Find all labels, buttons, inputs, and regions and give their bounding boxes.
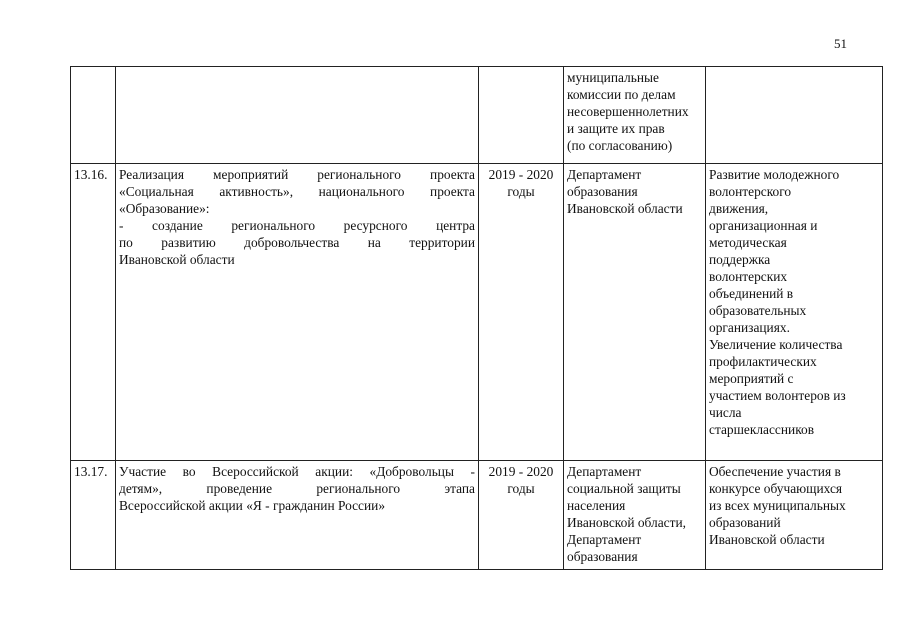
plan-table — [70, 66, 883, 570]
result-line: организациях. — [709, 320, 790, 335]
term-cell — [479, 164, 564, 461]
event-line: Участие во Всероссийской акции: «Добровольцы - — [119, 464, 475, 479]
row-number-cell: 13.16. — [71, 164, 116, 461]
executor-line: населения — [567, 498, 626, 513]
event-cell — [116, 67, 479, 164]
executor-cell — [564, 164, 706, 461]
executor-line: Департамент — [567, 532, 642, 547]
result-line: организационная и — [709, 218, 818, 233]
result-cell — [706, 164, 883, 461]
result-cell — [706, 67, 883, 164]
event-line: по развитию добровольчества на территории — [119, 235, 475, 250]
result-line: Обеспечение участия в — [709, 464, 841, 479]
term-line: 2019 - 2020 — [488, 167, 554, 182]
event-cell — [116, 164, 479, 461]
table-row — [71, 67, 883, 164]
table-row — [71, 461, 883, 570]
executor-line: образования — [567, 549, 638, 564]
result-line: числа — [709, 405, 742, 420]
result-line: методическая — [709, 235, 787, 250]
executor-cell — [564, 461, 706, 570]
result-line: волонтерского — [709, 184, 792, 199]
executor-line: социальной защиты — [567, 481, 681, 496]
executor-line: муниципальные — [567, 70, 659, 85]
executor-cell — [564, 67, 706, 164]
result-line: из всех муниципальных — [709, 498, 846, 513]
executor-line: образования — [567, 184, 638, 199]
executor-line: несовершеннолетних — [567, 104, 689, 119]
executor-line: (по согласованию) — [567, 138, 673, 153]
event-line: - создание регионального ресурсного центра — [119, 218, 475, 233]
result-line: объединений в — [709, 286, 794, 301]
result-line: участием волонтеров из — [709, 388, 846, 403]
event-line: Всероссийской акции «Я - гражданин России» — [119, 498, 386, 513]
result-line: образований — [709, 515, 781, 530]
result-line: поддержка — [709, 252, 771, 267]
term-line: годы — [507, 184, 535, 199]
event-line: «Образование»: — [119, 201, 210, 216]
event-cell — [116, 461, 479, 570]
term-line: 2019 - 2020 — [488, 464, 554, 479]
result-line: мероприятий с — [709, 371, 794, 386]
result-line: Развитие молодежного — [709, 167, 840, 182]
term-cell — [479, 461, 564, 570]
executor-line: Департамент — [567, 464, 642, 479]
table-row — [71, 164, 883, 461]
event-line: Ивановской области — [119, 252, 235, 267]
result-line: Увеличение количества — [709, 337, 843, 352]
result-line: конкурсе обучающихся — [709, 481, 843, 496]
executor-line: Департамент — [567, 167, 642, 182]
result-line: движения, — [709, 201, 769, 216]
executor-line: Ивановской области — [567, 201, 683, 216]
page-number: 51 — [834, 36, 847, 51]
event-line: Реализация мероприятий регионального проекта — [119, 167, 475, 182]
event-line: «Социальная активность», национального проекта — [119, 184, 475, 199]
event-line: детям», проведение регионального этапа — [119, 481, 475, 496]
term-cell — [479, 67, 564, 164]
term-line: годы — [507, 481, 535, 496]
result-line: Ивановской области — [709, 532, 825, 547]
executor-line: комиссии по делам — [567, 87, 676, 102]
row-number-cell — [71, 67, 116, 164]
result-cell — [706, 461, 883, 570]
row-number-cell: 13.17. — [71, 461, 116, 570]
result-line: старшеклассников — [709, 422, 815, 437]
executor-line: Ивановской области, — [567, 515, 686, 530]
result-line: профилактических — [709, 354, 817, 369]
result-line: образовательных — [709, 303, 807, 318]
result-line: волонтерских — [709, 269, 788, 284]
executor-line: и защите их прав — [567, 121, 665, 136]
